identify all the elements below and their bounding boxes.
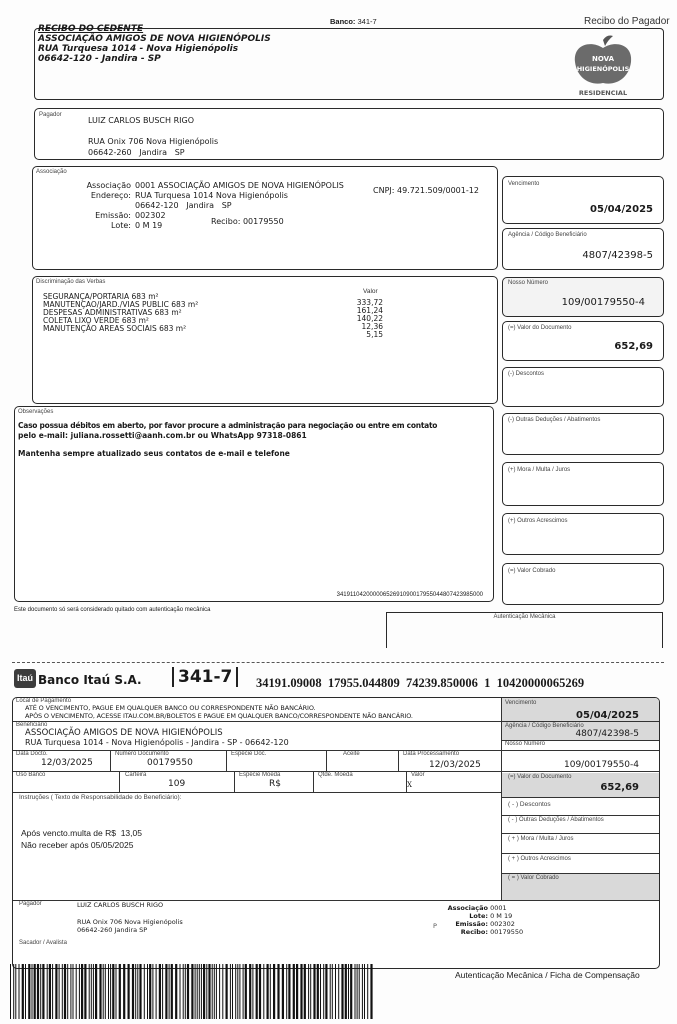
verba-description: MANUTENÇÃO AREAS SOCIAIS 683 m² (43, 324, 187, 333)
ficha-lote-value: 0 M 19 (490, 912, 513, 920)
barcode (10, 964, 376, 1019)
barcode-bar (15, 964, 16, 1019)
barcode-bar (180, 964, 181, 1019)
agencia-label: Agência / Código Beneficiário (508, 232, 587, 238)
ficha-assoc-label: Associação (447, 904, 488, 912)
verbas-box (32, 276, 498, 404)
numero-doc-value: 00179550 (147, 758, 193, 768)
cell-divider (119, 771, 120, 792)
local-line-1: ATÉ O VENCIMENTO, PAGUE EM QUALQUER BANCO OU CORRESPONDENTE NÃO BANCÁRIO. (25, 704, 316, 712)
verba-value: 5,15 (366, 330, 383, 339)
barcode-bar (317, 964, 319, 1019)
barcode-bar (135, 964, 136, 1019)
barcode-bar (95, 964, 97, 1019)
beneficiario-label: Beneficiário (16, 722, 48, 728)
barcode-bar (42, 964, 44, 1019)
barcode-bar (256, 964, 258, 1019)
barcode-bar (34, 964, 36, 1019)
barcode-bar (230, 964, 231, 1019)
barcode-bar (59, 964, 60, 1019)
lote-label: Lote: (111, 221, 131, 230)
barcode-bar (64, 964, 66, 1019)
nosso-numero-field (502, 277, 664, 317)
ficha-agencia-label: Agência / Código Beneficiário (505, 723, 584, 729)
observacoes-box (14, 406, 494, 602)
especie-moeda-label: Espécie Moeda (239, 772, 281, 778)
barcode-bar (112, 964, 114, 1019)
valor-documento-label: (=) Valor do Documento (508, 325, 572, 331)
barcode-bar (330, 964, 331, 1019)
row-divider (501, 721, 659, 722)
barcode-bar (219, 964, 220, 1019)
cut-line (12, 662, 664, 663)
ficha-vencimento-label: Vencimento (505, 700, 537, 706)
barcode-bar (81, 964, 83, 1019)
local-line-2: APÓS O VENCIMENTO, ACESSE ITAU.COM.BR/BOLETOS E PAGUE EM QUALQUER BANCO/CORRESPONDENTE NÃO BANCÁRIO. (25, 712, 413, 720)
verba-value: 161,24 (356, 306, 383, 315)
valor-documento-field (502, 321, 664, 361)
quitado-note: Este documento só será considerado quitado com autenticação mecânica (14, 607, 211, 613)
bank-code: 341-7 (357, 17, 377, 26)
barcode-bar (171, 964, 173, 1019)
barcode-bar (222, 964, 223, 1019)
endereco-label: Endereço: (90, 191, 131, 200)
barcode-bar (277, 964, 279, 1019)
barcode-bar (239, 964, 240, 1019)
barcode-bar (362, 964, 363, 1019)
instrucao-multa: Após vencto.multa de R$ 13,05 (21, 828, 142, 838)
verbas-list (43, 292, 383, 339)
barcode-bar (212, 964, 213, 1019)
barcode-bar (37, 964, 39, 1019)
autenticacao-mecanica-box (386, 612, 663, 648)
pagador-box (34, 108, 664, 160)
cedente-address: RUA Turquesa 1014 - Nova Higienópolis (38, 44, 239, 54)
barcode-bar (270, 964, 271, 1019)
barcode-bar (73, 964, 74, 1019)
barcode-bar (232, 964, 233, 1019)
data-processamento-label: Data Processamento (403, 751, 460, 757)
barcode-bar (348, 964, 349, 1019)
barcode-bar (105, 964, 106, 1019)
row-divider (501, 815, 659, 816)
barcode-bar (91, 964, 92, 1019)
barcode-bar (156, 964, 157, 1019)
apple-stem-icon (603, 36, 613, 47)
barcode-bar (84, 964, 86, 1019)
sacador-avalista-label: Sacador / Avalista (19, 940, 67, 946)
assoc-value: 0001 ASSOCIAÇÃO AMIGOS DE NOVA HIGIENÓPOLIS (135, 181, 344, 190)
barcode-bar (47, 964, 48, 1019)
barcode-bar (338, 964, 339, 1019)
apple-icon (575, 44, 631, 84)
ficha-valor-cobrado-label: ( = ) Valor Cobrado (508, 875, 559, 881)
barcode-bar (245, 964, 247, 1019)
barcode-bar (237, 964, 238, 1019)
barcode-bar (355, 964, 356, 1019)
qtde-moeda-label: Qtde. Moeda (318, 772, 353, 778)
associacao-box (32, 166, 498, 270)
nova-higienopolis-logo (563, 34, 643, 100)
ficha-pagador-name: LUIZ CARLOS BUSCH RIGO (77, 901, 164, 909)
pagador-address: RUA Onix 706 Nova Higienópolis (88, 137, 219, 146)
valor-header: Valor (363, 288, 378, 295)
observacoes-label: Observações (18, 409, 54, 415)
ficha-descontos-label: ( - ) Descontos (508, 801, 551, 808)
barcode-bar (13, 964, 14, 1019)
barcode-bar (79, 964, 80, 1019)
barcode-bar (199, 964, 200, 1019)
bank-code-header (330, 17, 377, 26)
outros-acrescimos-label: (+) Outros Acrescimos (508, 518, 568, 524)
barcode-bar (28, 964, 30, 1019)
barcode-bar (137, 964, 138, 1019)
barcode-bar (19, 964, 20, 1019)
barcode-bar (304, 964, 306, 1019)
data-processamento-value: 12/03/2025 (429, 760, 481, 770)
barcode-bar (293, 964, 295, 1019)
cell-divider (313, 771, 314, 792)
barcode-bar (300, 964, 302, 1019)
column-divider (501, 698, 502, 900)
barcode-bar (286, 964, 287, 1019)
ficha-recibo-value: 00179550 (490, 928, 524, 936)
verba-value: 12,36 (361, 322, 383, 331)
valor-label: Valor (411, 772, 425, 778)
barcode-bar (89, 964, 90, 1019)
ficha-mora-label: ( + ) Mora / Multa / Juros (508, 836, 574, 842)
barcode-bar (169, 964, 170, 1019)
barcode-bar (187, 964, 189, 1019)
recibo-number: Recibo: 00179550 (211, 217, 284, 226)
logo-text-residencial: RESIDENCIAL (578, 89, 628, 97)
barcode-bar (25, 964, 26, 1019)
barcode-bar (40, 964, 41, 1019)
ficha-compensacao (12, 697, 660, 969)
descontos-field (502, 367, 664, 407)
cedente-city: 06642-120 - Jandira - SP (38, 54, 161, 64)
instrucao-nao-receber: Não receber após 05/05/2025 (21, 840, 134, 850)
barcode-bar (259, 964, 261, 1019)
barcode-bar (273, 964, 275, 1019)
autenticacao-ficha-label: Autenticação Mecânica / Ficha de Compensação (455, 970, 640, 980)
p-mark: P (433, 922, 437, 930)
vencimento-field (502, 176, 664, 224)
barcode-bar (341, 964, 343, 1019)
barcode-bar (282, 964, 284, 1019)
barcode-bar (147, 964, 148, 1019)
barcode-bar (203, 964, 205, 1019)
verba-description: MANUTENÇAO/JARD./VIAS PUBLIC 683 m² (43, 300, 199, 309)
outras-deducoes-label: (-) Outras Deduções / Abatimentos (508, 417, 601, 423)
lote-value: 0 M 19 (135, 221, 163, 230)
row-divider (13, 792, 501, 793)
barcode-bar (185, 964, 186, 1019)
barcode-bar (62, 964, 63, 1019)
cell-divider (398, 750, 399, 771)
endereco-city: 06642-120 Jandira SP (135, 201, 232, 210)
barcode-bar (55, 964, 57, 1019)
instrucoes-label: Instruções ( Texto de Responsabilidade do Beneficiário): (19, 794, 182, 801)
logo-text-nova: NOVA (592, 55, 614, 63)
ficha-lote-label: Lote: (469, 912, 488, 920)
barcode-bar (206, 964, 207, 1019)
logo-text-higienopolis: HIGIENÓPOLIS (576, 65, 630, 73)
row-divider (501, 853, 659, 854)
data-doc-label: Data Docto. (16, 751, 48, 757)
endereco-value: RUA Turquesa 1014 Nova Higienópolis (135, 191, 288, 200)
carteira-value: 109 (168, 779, 186, 789)
agencia-field (502, 228, 664, 270)
ficha-emissao-value: 002302 (490, 920, 515, 928)
barcode-bar (308, 964, 309, 1019)
row-divider (501, 797, 659, 798)
ficha-nosso-numero-label: Nosso Número (505, 741, 546, 747)
ficha-recibo-label: Recibo: (460, 928, 488, 936)
verbas-label: Discriminação das Verbas (36, 279, 106, 285)
ficha-associacao-block (443, 904, 523, 936)
cell-divider (226, 750, 227, 771)
barcode-bar (67, 964, 68, 1019)
barcode-bar (345, 964, 347, 1019)
carteira-label: Carteira (125, 772, 147, 778)
cell-divider (234, 771, 235, 792)
barcode-bar (128, 964, 130, 1019)
barcode-bar (216, 964, 217, 1019)
barcode-bar (119, 964, 121, 1019)
verba-value: 140,22 (356, 314, 383, 323)
barcode-bar (22, 964, 24, 1019)
barcode-bar (214, 964, 215, 1019)
outras-deducoes-field (502, 413, 664, 455)
barcode-bar (252, 964, 253, 1019)
vencimento-label: Vencimento (508, 181, 540, 187)
verba-description: SEGURANÇA/PORTARIA 683 m² (43, 292, 159, 301)
barcode-bar (249, 964, 251, 1019)
valor-cobrado-field (502, 563, 664, 605)
barcode-bar (99, 964, 101, 1019)
pagador-city: 06642-260 Jandira SP (88, 148, 185, 157)
barcode-bar (183, 964, 184, 1019)
barcode-bar (123, 964, 125, 1019)
barcode-bar (364, 964, 365, 1019)
barcode-bar (108, 964, 109, 1019)
barcode-bar (149, 964, 151, 1019)
obs-line-2: pelo e-mail: juliana.rossetti@aanh.com.br ou WhatsApp 97318-0861 (18, 431, 307, 440)
verba-row (43, 322, 383, 339)
bank-name: Banco Itaú S.A. (38, 673, 142, 687)
barcode-bar (162, 964, 163, 1019)
observacoes-text (18, 421, 490, 459)
verba-description: COLETA LIXO VERDE 683 m² (43, 316, 149, 325)
barcode-bar (313, 964, 315, 1019)
barcode-bar (52, 964, 53, 1019)
row-divider (13, 721, 501, 722)
ficha-valor-doc-label: (=) Valor do Documento (508, 774, 572, 780)
barcode-bar (103, 964, 104, 1019)
barcode-bar (32, 964, 33, 1019)
ficha-pagador-address: RUA Onix 706 Nova Higienópolis (77, 918, 183, 926)
local-pagamento-label: Local de Pagamento (16, 698, 72, 704)
barcode-bar (323, 964, 324, 1019)
barcode-bar (49, 964, 51, 1019)
mora-field (502, 462, 664, 506)
barcode-bar (310, 964, 311, 1019)
ficha-assoc-value: 0001 (490, 904, 507, 912)
valor-cobrado-label: (=) Valor Cobrado (508, 568, 556, 574)
barcode-bar (201, 964, 202, 1019)
emissao-label: Emissão: (95, 211, 131, 220)
linha-digitavel: 34191.09008 17955.044809 74239.850006 1 10420000065269 (256, 676, 585, 690)
barcode-bar (10, 964, 11, 1019)
ficha-vencimento-value: 05/04/2025 (576, 710, 639, 721)
uso-banco-label: Uso Banco (16, 772, 46, 778)
barcode-bar (357, 964, 358, 1019)
barcode-bar (191, 964, 193, 1019)
row-divider (501, 873, 659, 874)
barcode-bar (320, 964, 321, 1019)
obs-line-3: Mantenha sempre atualizado seus contatos de e-mail e telefone (18, 449, 290, 458)
barcode-bar (93, 964, 94, 1019)
barcode-bar (226, 964, 228, 1019)
barcode-bar (116, 964, 117, 1019)
cell-divider (326, 750, 327, 771)
barcode-bar (267, 964, 269, 1019)
barcode-bar (139, 964, 141, 1019)
ficha-nosso-numero-value: 109/00179550-4 (564, 760, 639, 770)
nosso-numero-label: Nosso Número (508, 280, 549, 286)
barcode-bar (175, 964, 177, 1019)
autenticacao-mecanica-label: Autenticação Mecânica (493, 614, 556, 620)
recibo-pagador-title: Recibo do Pagador (584, 16, 670, 27)
barcode-bar (110, 964, 111, 1019)
barcode-bar (350, 964, 352, 1019)
numero-doc-label: Número Documento (115, 751, 169, 757)
data-doc-value: 12/03/2025 (41, 758, 93, 768)
barcode-bar (195, 964, 196, 1019)
vencimento-value: 05/04/2025 (590, 204, 653, 215)
especie-doc-label: Espécie Doc. (231, 751, 267, 757)
ficha-agencia-value: 4807/42398-5 (575, 729, 639, 739)
emissao-value: 002302 (135, 211, 166, 220)
barcode-bar (159, 964, 161, 1019)
descontos-label: (-) Descontos (508, 371, 545, 377)
barcode-bar (296, 964, 298, 1019)
beneficiario-address: RUA Turquesa 1014 - Nova Higienópolis - Jandira - SP - 06642-120 (25, 738, 289, 747)
pagador-label: Pagador (39, 112, 62, 118)
ficha-outros-acrescimos-label: ( + ) Outros Acrescimos (508, 856, 571, 862)
ficha-pagador-city: 06642-260 Jandira SP (77, 926, 148, 934)
barcode-bar (263, 964, 264, 1019)
nosso-numero-value: 109/00179550-4 (561, 297, 645, 308)
cell-divider (110, 750, 111, 771)
row-divider (501, 833, 659, 834)
barcode-bar (132, 964, 134, 1019)
bank-code-box: 341-7 (172, 667, 238, 687)
verba-value: 333,72 (356, 298, 383, 307)
especie-moeda-value: R$ (269, 779, 281, 789)
barcode-bar (165, 964, 167, 1019)
ficha-valor-doc-value: 652,69 (600, 782, 639, 793)
barcode-bar (152, 964, 153, 1019)
ficha-emissao-label: Emissão: (455, 920, 488, 928)
mora-label: (+) Mora / Multa / Juros (508, 467, 571, 473)
barcode-bar (288, 964, 290, 1019)
beneficiario-name: ASSOCIAÇÃO AMIGOS DE NOVA HIGIENÓPOLIS (25, 728, 223, 738)
barcode-bar (370, 964, 372, 1019)
barcode-bar (359, 964, 360, 1019)
barcode-bar (208, 964, 210, 1019)
barcode-bar (325, 964, 327, 1019)
barcode-bar (243, 964, 244, 1019)
cnpj: CNPJ: 49.721.509/0001-12 (373, 186, 479, 195)
agencia-value: 4807/42398-5 (582, 250, 653, 261)
barcode-bar (70, 964, 71, 1019)
aceite-label: Aceite (343, 751, 360, 757)
barcode-number: 34191104200000652691090017955044807423985000 (336, 592, 483, 598)
valor-documento-value: 652,69 (614, 341, 653, 352)
barcode-bar (197, 964, 198, 1019)
barcode-bar (335, 964, 336, 1019)
obs-line-1: Caso possua débitos em aberto, por favor procure a administração para negociação ou entre em contato (18, 421, 438, 430)
cedente-title: RECIBO DO CEDENTE (38, 24, 144, 34)
pagador-name: LUIZ CARLOS BUSCH RIGO (88, 116, 194, 125)
verba-description: DESPESAS ADMINISTRATIVAS 683 m² (43, 308, 182, 317)
barcode-bar (367, 964, 368, 1019)
barcode-bar (144, 964, 145, 1019)
cedente-name: ASSOCIAÇÃO AMIGOS DE NOVA HIGIENÓPOLIS (38, 34, 271, 44)
cedente-block (38, 24, 271, 64)
valor-x: X (407, 781, 412, 789)
bank-label: Banco: (330, 17, 356, 26)
associacao-section-label: Associação (36, 169, 67, 175)
itau-logo: Itaú (14, 669, 36, 688)
barcode-bar (76, 964, 77, 1019)
assoc-label: Associação (86, 181, 131, 190)
barcode-bar (332, 964, 333, 1019)
ficha-pagador-label: Pagador (19, 901, 42, 907)
outros-acrescimos-field (502, 513, 664, 555)
ficha-outras-deducoes-label: ( - ) Outras Deduções / Abatimentos (508, 817, 604, 823)
barcode-bar (235, 964, 236, 1019)
